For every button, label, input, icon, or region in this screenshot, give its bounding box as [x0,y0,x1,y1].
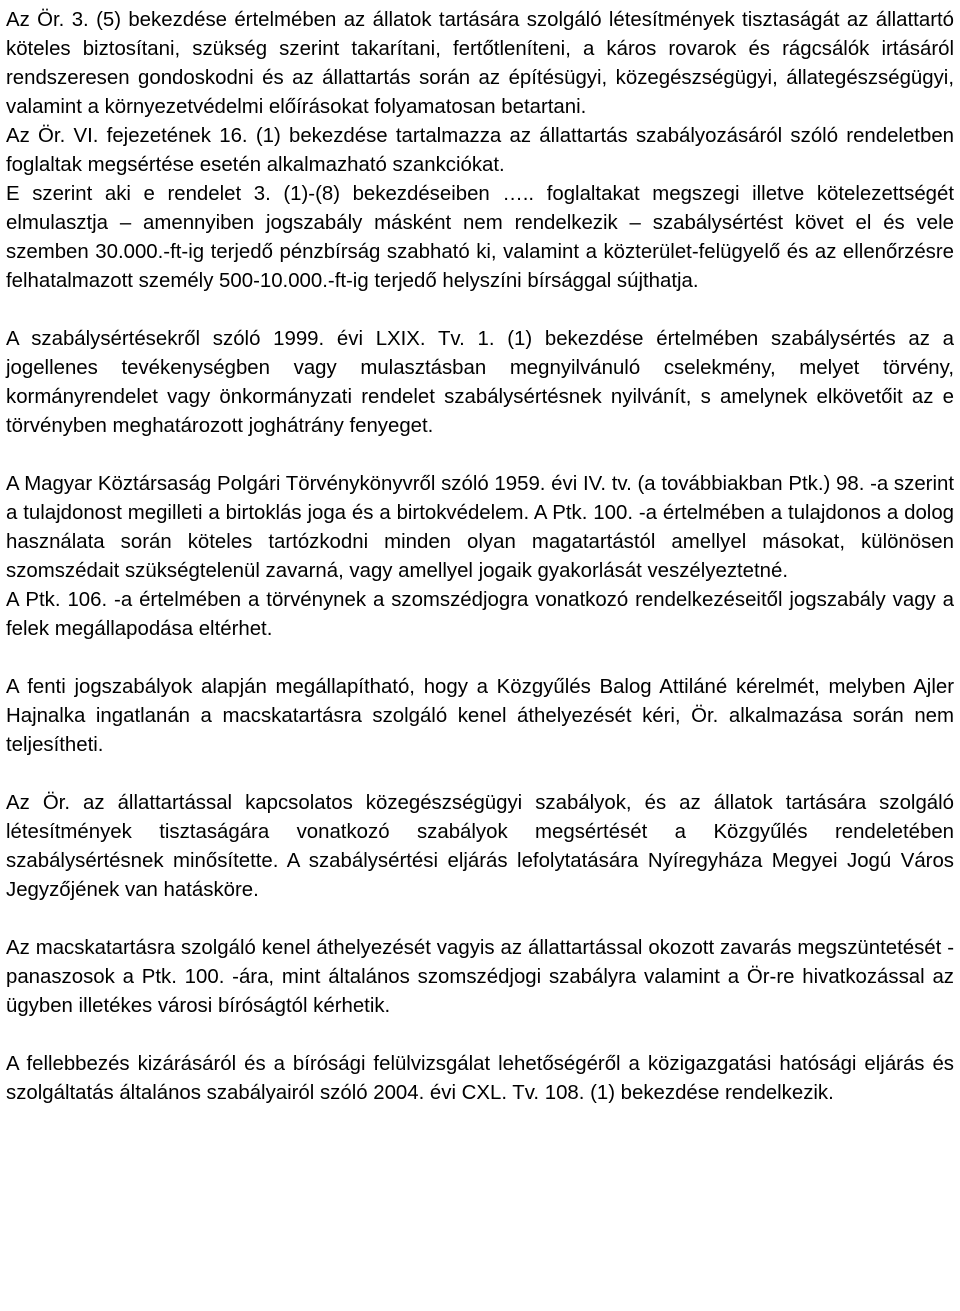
paragraph-gap [6,760,954,789]
paragraph-gap [6,296,954,325]
paragraph-ord-3-5: Az Ör. 3. (5) bekezdése értelmében az állatok tartására szolgáló létesítmények tisztaságát az állattartó köteles biztosítani, szükség szerint takarítani, fertőtleníteni, a káros rovarok és rágcsálók irtásáról rendszeresen gondoskodni és az állattartás során az építésügyi, közegészségügyi, állategészségügyi, valamint a környezetvédelmi előírásokat folyamatosan betartani. [6,9,954,118]
paragraph-gap [6,644,954,673]
paragraph-gap [6,441,954,470]
paragraph-misdemeanor-act: A szabálysértésekről szóló 1999. évi LXIX. Tv. 1. (1) bekezdése értelmében szabálysértés az a jogellenes tevékenységben vagy mulasztásban megnyilvánuló cselekmény, melyet törvény, kormányrendelet vagy önkormányzati rendelet szabálysértésnek nyilvánít, s amelynek elkövetőit az e törvényben meghatározott joghátrány fenyeget. [6,328,954,437]
paragraph-gap [6,905,954,934]
paragraph-conclusion: A fenti jogszabályok alapján megállapítható, hogy a Közgyűlés Balog Attiláné kérelmét, melyben Ajler Hajnalka ingatlanán a macskatartásra szolgáló kenel áthelyezését kéri, Ör. alkalmazása során nem teljesítheti. [6,676,954,756]
paragraph-appeal: A fellebbezés kizárásáról és a bírósági felülvizsgálat lehetőségéről a közigazgatási hatósági eljárás és szolgáltatás általános szabályairól szóló 2004. évi CXL. Tv. 108. (1) bekezdése rendelkezik. [6,1053,954,1104]
paragraph-competence: Az Ör. az állattartással kapcsolatos közegészségügyi szabályok, és az állatok tartására szolgáló létesítmények tisztaságára vonatkozó szabályok megsértését a Közgyűlés rendeletében szabálysértésnek minősítette. A szabálysértési eljárás lefolytatására Nyíregyháza Megyei Jogú Város Jegyzőjének van hatásköre. [6,792,954,901]
paragraph-civil-code-106: A Ptk. 106. -a értelmében a törvénynek a szomszédjogra vonatkozó rendelkezéseitől jogszabály vagy a felek megállapodása eltérhet. [6,589,954,640]
paragraph-sanctions: E szerint aki e rendelet 3. (1)-(8) bekezdéseiben ….. foglaltakat megszegi illetve kötelezettségét elmulasztja – amennyiben jogszabály másként nem rendelkezik – szabálysértést követ el és vele szemben 30.000.-ft-ig terjedő pénzbírság szabható ki, valamint a közterület-felügyelő és az ellenőrzésre felhatalmazott személy 500-10.000.-ft-ig terjedő helyszíni bírsággal sújthatja. [6,183,954,292]
paragraph-ord-chapter-6: Az Ör. VI. fejezetének 16. (1) bekezdése tartalmazza az állattartás szabályozásáról szóló rendeletben foglaltak megsértése esetén alkalmazható szankciókat. [6,125,954,176]
paragraph-civil-code-98-100: A Magyar Köztársaság Polgári Törvénykönyvről szóló 1959. évi IV. tv. (a továbbiakban Ptk.) 98. -a szerint a tulajdonost megilleti a birtoklás joga és a birtokvédelem. A Ptk. 100. -a értelmében a tulajdonos a dolog használata során köteles tartózkodni minden olyan magatartástól amellyel másokat, különösen szomszédait szükségtelenül zavarná, vagy amellyel jogaik gyakorlását veszélyeztetné. [6,473,954,582]
paragraph-court-remedy: Az macskatartásra szolgáló kenel áthelyezését vagyis az állattartással okozott zavarás megszüntetését - panaszosok a Ptk. 100. -ára, mint általános szomszédjogi szabályra valamint a Ör-re hivatkozással az ügyben illetékes városi bíróságtól kérhetik. [6,937,954,1017]
paragraph-gap [6,1021,954,1050]
